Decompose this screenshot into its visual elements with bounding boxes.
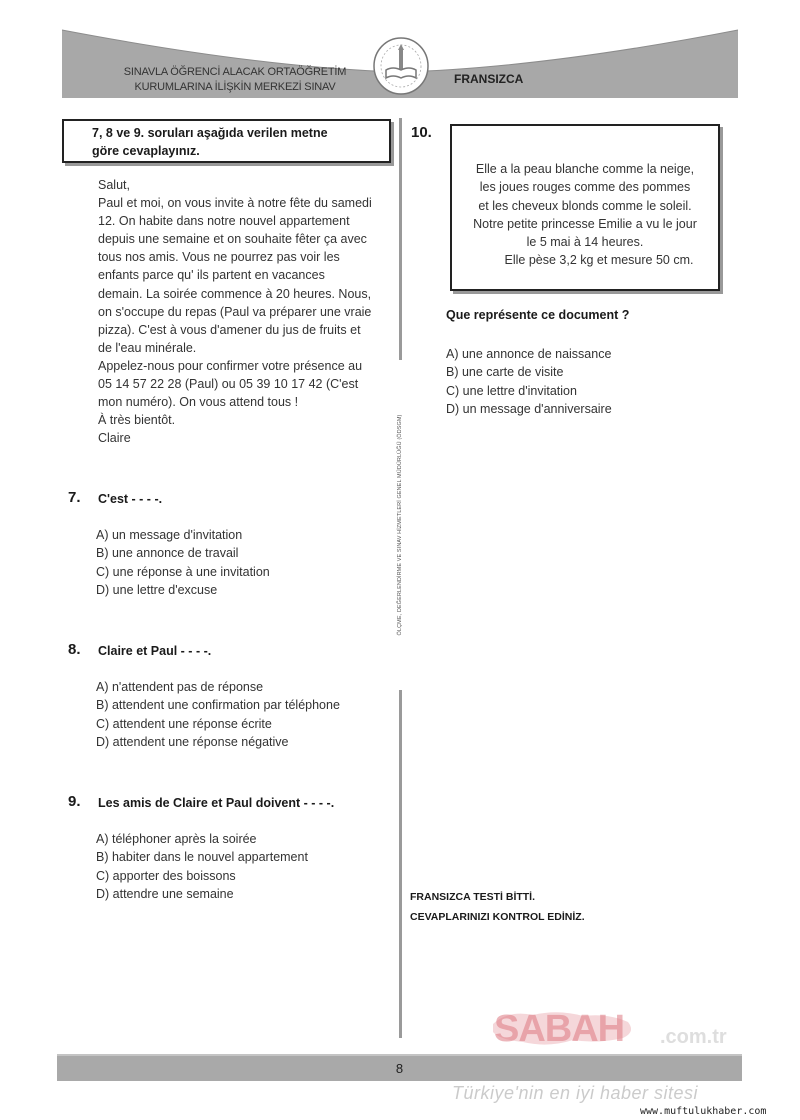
option-b[interactable]: B) habiter dans le nouvel appartement <box>96 850 308 865</box>
end-note-line1: FRANSIZCA TESTİ BİTTİ. <box>410 891 536 903</box>
option-d[interactable]: D) une lettre d'excuse <box>96 582 218 597</box>
birth-announcement-box <box>450 124 720 291</box>
option-a[interactable]: A) téléphoner après la soirée <box>96 832 257 846</box>
option-c[interactable]: C) une lettre d'invitation <box>446 383 577 398</box>
passage-line: de l'eau minérale. <box>98 340 197 355</box>
test-end-note <box>410 887 585 927</box>
document-line: Elle pèse 3,2 kg et mesure 50 cm. <box>504 253 694 268</box>
passage-line: pizza). C'est à vous d'amener du jus de fruits et <box>98 322 361 337</box>
document-line: Elle a la peau blanche comme la neige, <box>475 162 695 176</box>
document-line: le 5 mai à 14 heures. <box>526 235 644 250</box>
option-c[interactable]: C) attendent une réponse écrite <box>96 716 272 731</box>
passage-line: depuis une semaine et on souhaite fêter ça avec <box>98 232 367 247</box>
option-c[interactable]: C) une réponse à une invitation <box>96 564 270 579</box>
option-b[interactable]: B) attendent une confirmation par téléphone <box>96 698 340 713</box>
passage-line: Claire <box>98 431 131 446</box>
subject-label: FRANSIZCA <box>454 72 524 86</box>
end-note-line2: CEVAPLARINIZI KONTROL EDİNİZ. <box>410 911 585 923</box>
question-10-number: 10. <box>411 124 432 141</box>
exam-title <box>100 65 370 95</box>
page-footer <box>57 1054 742 1081</box>
passage-line: Paul et moi, on vous invite à notre fête du samedi <box>98 196 372 211</box>
answer-options <box>96 678 340 751</box>
passage-line: 12. On habite dans notre nouvel appartement <box>98 214 350 229</box>
question-stem: Claire et Paul - - - -. <box>98 644 212 658</box>
answer-options <box>96 526 270 599</box>
passage-line: demain. La soirée commence à 20 heures. Nous, <box>98 286 372 301</box>
exam-title-line1: SINAVLA ÖĞRENCİ ALACAK ORTAÖĞRETİM <box>123 66 347 78</box>
document-text <box>452 160 718 270</box>
question-stem: C'est - - - -. <box>98 492 163 506</box>
option-a[interactable]: A) une annonce de naissance <box>446 347 612 361</box>
option-b[interactable]: B) une carte de visite <box>446 365 564 380</box>
instruction-box <box>62 119 391 163</box>
option-d[interactable]: D) attendent une réponse négative <box>96 734 289 749</box>
passage-line: À très bientôt. <box>98 413 176 428</box>
option-b[interactable]: B) une annonce de travail <box>96 546 239 561</box>
question-stem: Les amis de Claire et Paul doivent - - - -. <box>98 796 335 810</box>
question-10-options <box>446 345 612 418</box>
option-d[interactable]: D) un message d'anniversaire <box>446 401 612 416</box>
option-c[interactable]: C) apporter des boissons <box>96 868 236 883</box>
page-number: 8 <box>395 1061 404 1076</box>
passage-line: 05 14 57 22 28 (Paul) ou 05 39 10 17 42 (C'est <box>98 377 359 392</box>
question-number: 7. <box>68 489 81 506</box>
question-number: 9. <box>68 793 81 810</box>
question-number: 8. <box>68 641 81 658</box>
passage-line: enfants parce qu' ils partent en vacances <box>98 268 325 283</box>
source-site-label: www.muftulukhaber.com <box>640 1106 767 1117</box>
instruction-line1: 7, 8 ve 9. soruları aşağıda verilen metne <box>92 126 328 140</box>
option-d[interactable]: D) attendre une semaine <box>96 886 234 901</box>
passage-line: on s'occupe du repas (Paul va préparer une vraie <box>98 304 372 319</box>
passage-line: tous nos amis. Vous ne pourrez pas voir les <box>98 250 340 265</box>
watermark-slogan: Türkiye'nin en iyi haber sitesi <box>452 1083 699 1103</box>
reading-passage <box>98 176 398 447</box>
document-line: et les cheveux blonds comme le soleil. <box>478 198 692 213</box>
option-a[interactable]: A) n'attendent pas de réponse <box>96 680 264 694</box>
ministry-seal-icon <box>372 36 430 96</box>
sabah-logo-watermark: SABAH <box>494 1008 625 1050</box>
passage-line: Appelez-nous pour confirmer votre présence au <box>98 358 363 373</box>
exam-title-line2: KURUMLARINA İLİŞKİN MERKEZİ SINAV <box>134 81 336 93</box>
agency-text: ÖLÇME, DEĞERLENDİRME VE SINAV HİZMETLERİ GENEL MÜDÜRLÜĞÜ (ÖDSGM) <box>397 414 403 636</box>
instruction-line2: göre cevaplayınız. <box>92 144 200 158</box>
answer-options <box>96 830 308 903</box>
question-10-stem: Que représente ce document ? <box>446 308 630 322</box>
document-line: Notre petite princesse Emilie a vu le jour <box>473 216 697 231</box>
passage-line: Salut, <box>98 178 130 192</box>
document-line: les joues rouges comme des pommes <box>479 180 691 195</box>
watermark-domain: .com.tr <box>660 1026 727 1048</box>
option-a[interactable]: A) un message d'invitation <box>96 528 243 542</box>
passage-line: mon numéro). On vous attend tous ! <box>98 395 299 410</box>
page-header <box>62 28 738 98</box>
